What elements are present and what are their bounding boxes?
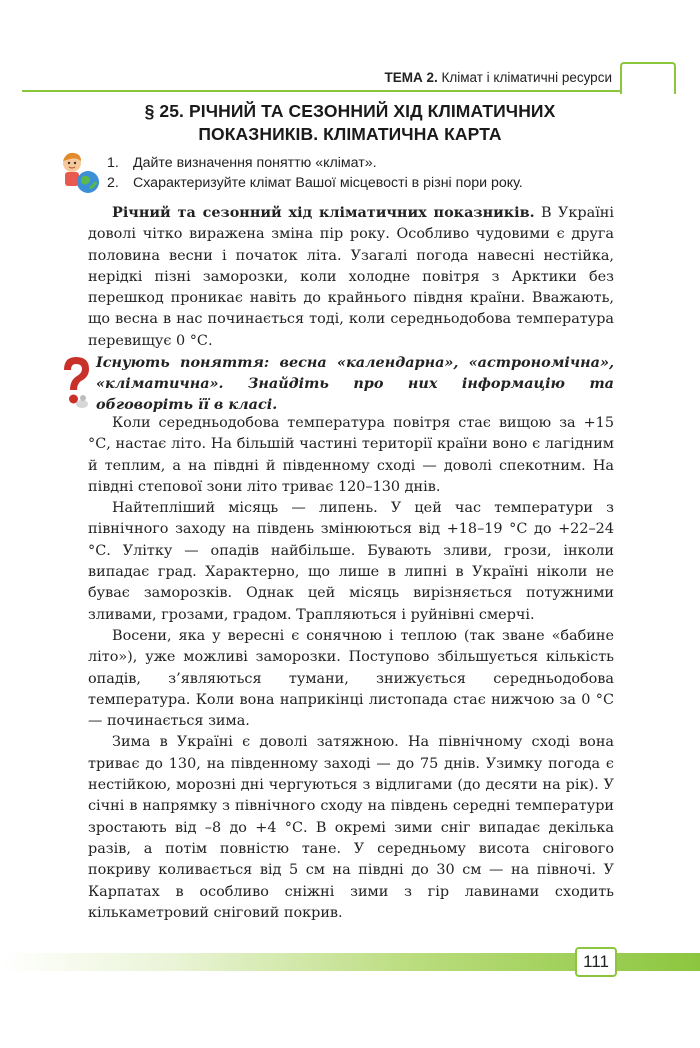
- student-globe-icon: [56, 150, 102, 196]
- section-intro: [88, 202, 614, 352]
- topic-title: Клімат і кліматичні ресурси: [441, 70, 612, 85]
- title-line-2: ПОКАЗНИКІВ. КЛІМАТИЧНА КАРТА: [198, 124, 502, 144]
- question-item: [107, 173, 523, 193]
- discussion-task: Існують поняття: весна «календарна», «астрономічна», «кліматична». Знайдіть про них інформацію та обговоріть її в класі.: [96, 354, 614, 413]
- page-title: [40, 100, 660, 146]
- page-number: 111: [575, 947, 617, 977]
- header-line: [22, 90, 620, 92]
- paragraph: Найтепліший місяць — липень. У цей час температури з північного заходу на південь змінюються від +18–19 °С до +22–24 °С. Улітку — опадів найбільше. Бувають зливи, грози, інколи випадає град. Характерно, що лише в липні в Україні ніколи не буває заморозків. Однак цей місяць вирізняється потужними зливами, грозами, градом. Трапляються і руйнівні смерчі.: [88, 500, 614, 623]
- paragraph-text: В Україні доволі чітко виражена зміна пір року. Особливо чудовими є друга половина весни і початок літа. Узагалі погода навесні нестійка, нерідкі пізні заморозки, коли холодне повітря з Арктики без перешкод проникає навіть до крайнього півдня країни. Вважають, що весна в нас починається тоді, коли середньодобова температура перевищує 0 °С.: [88, 205, 614, 349]
- paragraph: Коли середньодобова температура повітря стає вищою за +15 °С, настає літо. На більшій частині території країни воно є лагідним й теплим, а на півдні й південному сході — доволі спекотним. На півдні степової зони літо триває 120–130 днів.: [88, 415, 614, 495]
- question-number: 2.: [107, 175, 119, 191]
- question-item: [107, 153, 523, 173]
- question-number: 1.: [107, 155, 119, 171]
- question-text: Схарактеризуйте клімат Вашої місцевості в різні пори року.: [133, 175, 523, 191]
- running-header: [384, 70, 612, 85]
- title-line-1: § 25. РІЧНИЙ ТА СЕЗОННИЙ ХІД КЛІМАТИЧНИХ: [144, 101, 556, 121]
- paragraph-1: [88, 202, 614, 352]
- header-box: [620, 62, 676, 94]
- main-text: [88, 413, 614, 924]
- question-text: Дайте визначення поняттю «клімат».: [133, 155, 377, 171]
- intro-questions: [107, 153, 523, 193]
- question-mark-icon: [56, 354, 96, 410]
- paragraph: Зима в Україні є доволі затяжною. На північному сході вона триває до 130, на південному заході — до 75 днів. Узимку погода є нестійкою, морозні дні чергуються з відлигами (до десяти на рік). У січні в напрямку з північного сходу на південь середні температури зростають від –8 до +4 °С. В окремі зими сніг випадає декілька разів, а потім повністю тане. У середньому висота снігового покриву коливається від 5 см на півдні до 30 см — на півночі. У Карпатах в особливо сніжні зими з гір лавинами сходить кількаметровий сніговий покрив.: [88, 734, 614, 921]
- topic-label: ТЕМА 2.: [384, 70, 438, 85]
- paragraph-lead: Річний та сезонний хід кліматичних показників.: [112, 204, 535, 221]
- paragraph: Восени, яка у вересні є сонячною і теплою (так зване «бабине літо»), уже можливі заморозки. Поступово збільшується кількість опадів, з’являються тумани, знижується середньодобова температура. Коли вона наприкінці листопада стає нижчою за 0 °С — починається зима.: [88, 627, 614, 730]
